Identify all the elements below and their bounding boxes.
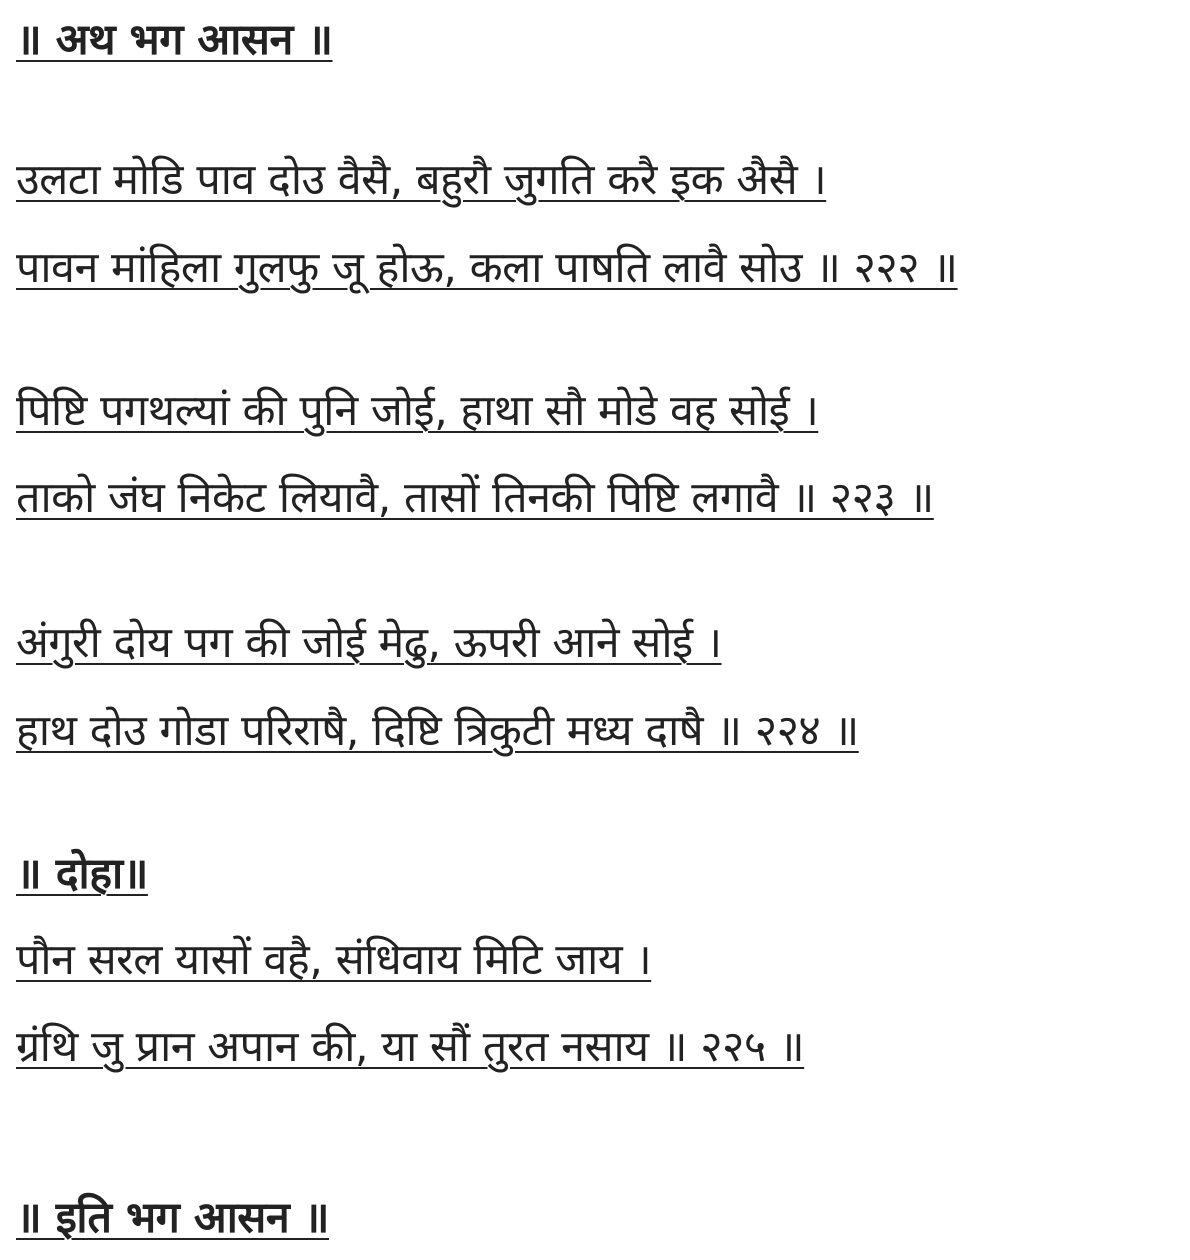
section-title: ॥ अथ भग आसन ॥ [16, 15, 333, 65]
doha-heading: ॥ दोहा॥ [16, 849, 148, 899]
doha-line: पौन सरल यासों वहै, संधिवाय मिटि जाय । [16, 935, 652, 985]
doha-line: ग्रंथि जु प्रान अपान की, या सौं तुरत नसाय ॥ २२५ ॥ [16, 1022, 805, 1072]
verse-line: उलटा मोडि पाव दोउ वैसै, बहुरौ जुगति करै इक अैसै । [16, 155, 827, 205]
closing-title: ॥ इति भग आसन ॥ [16, 1193, 329, 1243]
verse-line: पिष्टि पगथल्यां की पुनि जोई, हाथा सौ मोडे वह सोई । [16, 386, 819, 436]
verse-line: अंगुरी दोय पग की जोई मेढु, ऊपरी आने सोई । [16, 618, 722, 668]
verse-line: ताको जंघ निकेट लियावै, तासों तिनकी पिष्टि लगावै ॥ २२३ ॥ [16, 473, 934, 523]
verse-line: हाथ दोउ गोडा परिराषै, दिष्टि त्रिकुटी मध्य दाषै ॥ २२४ ॥ [16, 706, 859, 756]
verse-line: पावन मांहिला गुलफु जू होऊ, कला पाषति लावै सोउ ॥ २२२ ॥ [16, 243, 958, 293]
